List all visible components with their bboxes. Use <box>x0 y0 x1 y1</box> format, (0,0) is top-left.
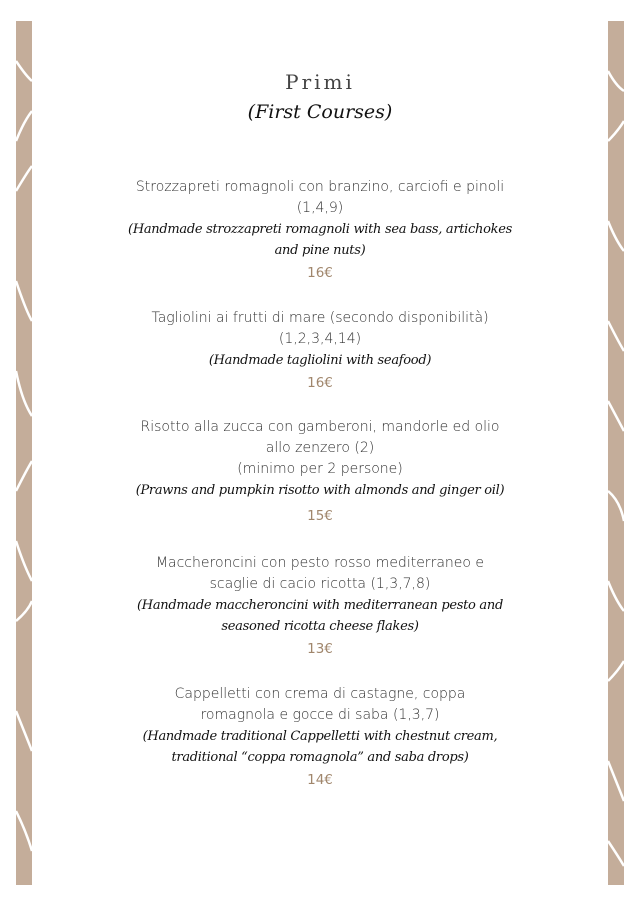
dish-english: (Handmade tagliolini with seafood) <box>208 353 432 368</box>
dish-name: Tagliolini ai frutti di mare (secondo disponibilità) <box>151 310 489 326</box>
dish-english: seasoned ricotta cheese flakes) <box>221 619 419 634</box>
dish-allergens: (1,2,3,4,14) <box>278 331 362 347</box>
dish-english: (Prawns and pumpkin risotto with almonds and ginger oil) <box>135 483 505 498</box>
dish-allergens: (1,4,9) <box>296 200 344 216</box>
dish-name: allo zenzero (2) <box>265 440 375 456</box>
section-subtitle: (First Courses) <box>247 101 393 123</box>
dish-price: 15€ <box>307 508 333 524</box>
dish-price: 16€ <box>307 375 333 391</box>
dish-price: 14€ <box>307 772 333 788</box>
dish-english: (Handmade strozzapreti romagnoli with sea bass, artichokes <box>128 222 512 237</box>
menu-item <box>120 177 520 281</box>
dish-price: 13€ <box>307 641 333 657</box>
decorative-right-border <box>608 21 624 885</box>
dish-name: romagnola e gocce di saba (1,3,7) <box>200 707 440 723</box>
dish-name: Maccheroncini con pesto rosso mediterraneo e <box>155 555 485 571</box>
dish-name: Strozzapreti romagnoli con branzino, carciofi e pinoli <box>135 179 505 195</box>
dish-english: traditional “coppa romagnola” and saba drops) <box>171 750 469 765</box>
menu-item <box>120 684 520 788</box>
dish-price: 16€ <box>307 265 333 281</box>
decorative-left-border <box>16 21 32 885</box>
dish-name: scaglie di cacio ricotta (1,3,7,8) <box>209 576 431 592</box>
dish-english: (Handmade maccheroncini with mediterranean pesto and <box>137 598 503 613</box>
menu-item <box>120 308 520 391</box>
menu-item <box>120 553 520 657</box>
section-title: Primi <box>285 70 355 94</box>
dish-note: (minimo per 2 persone) <box>237 461 403 477</box>
menu-item <box>120 417 520 524</box>
dish-english: and pine nuts) <box>274 243 366 258</box>
dish-name: Risotto alla zucca con gamberoni, mandorle ed olio <box>140 419 500 435</box>
dish-english: (Handmade traditional Cappelletti with chestnut cream, <box>142 729 498 744</box>
dish-name: Cappelletti con crema di castagne, coppa <box>174 686 466 702</box>
